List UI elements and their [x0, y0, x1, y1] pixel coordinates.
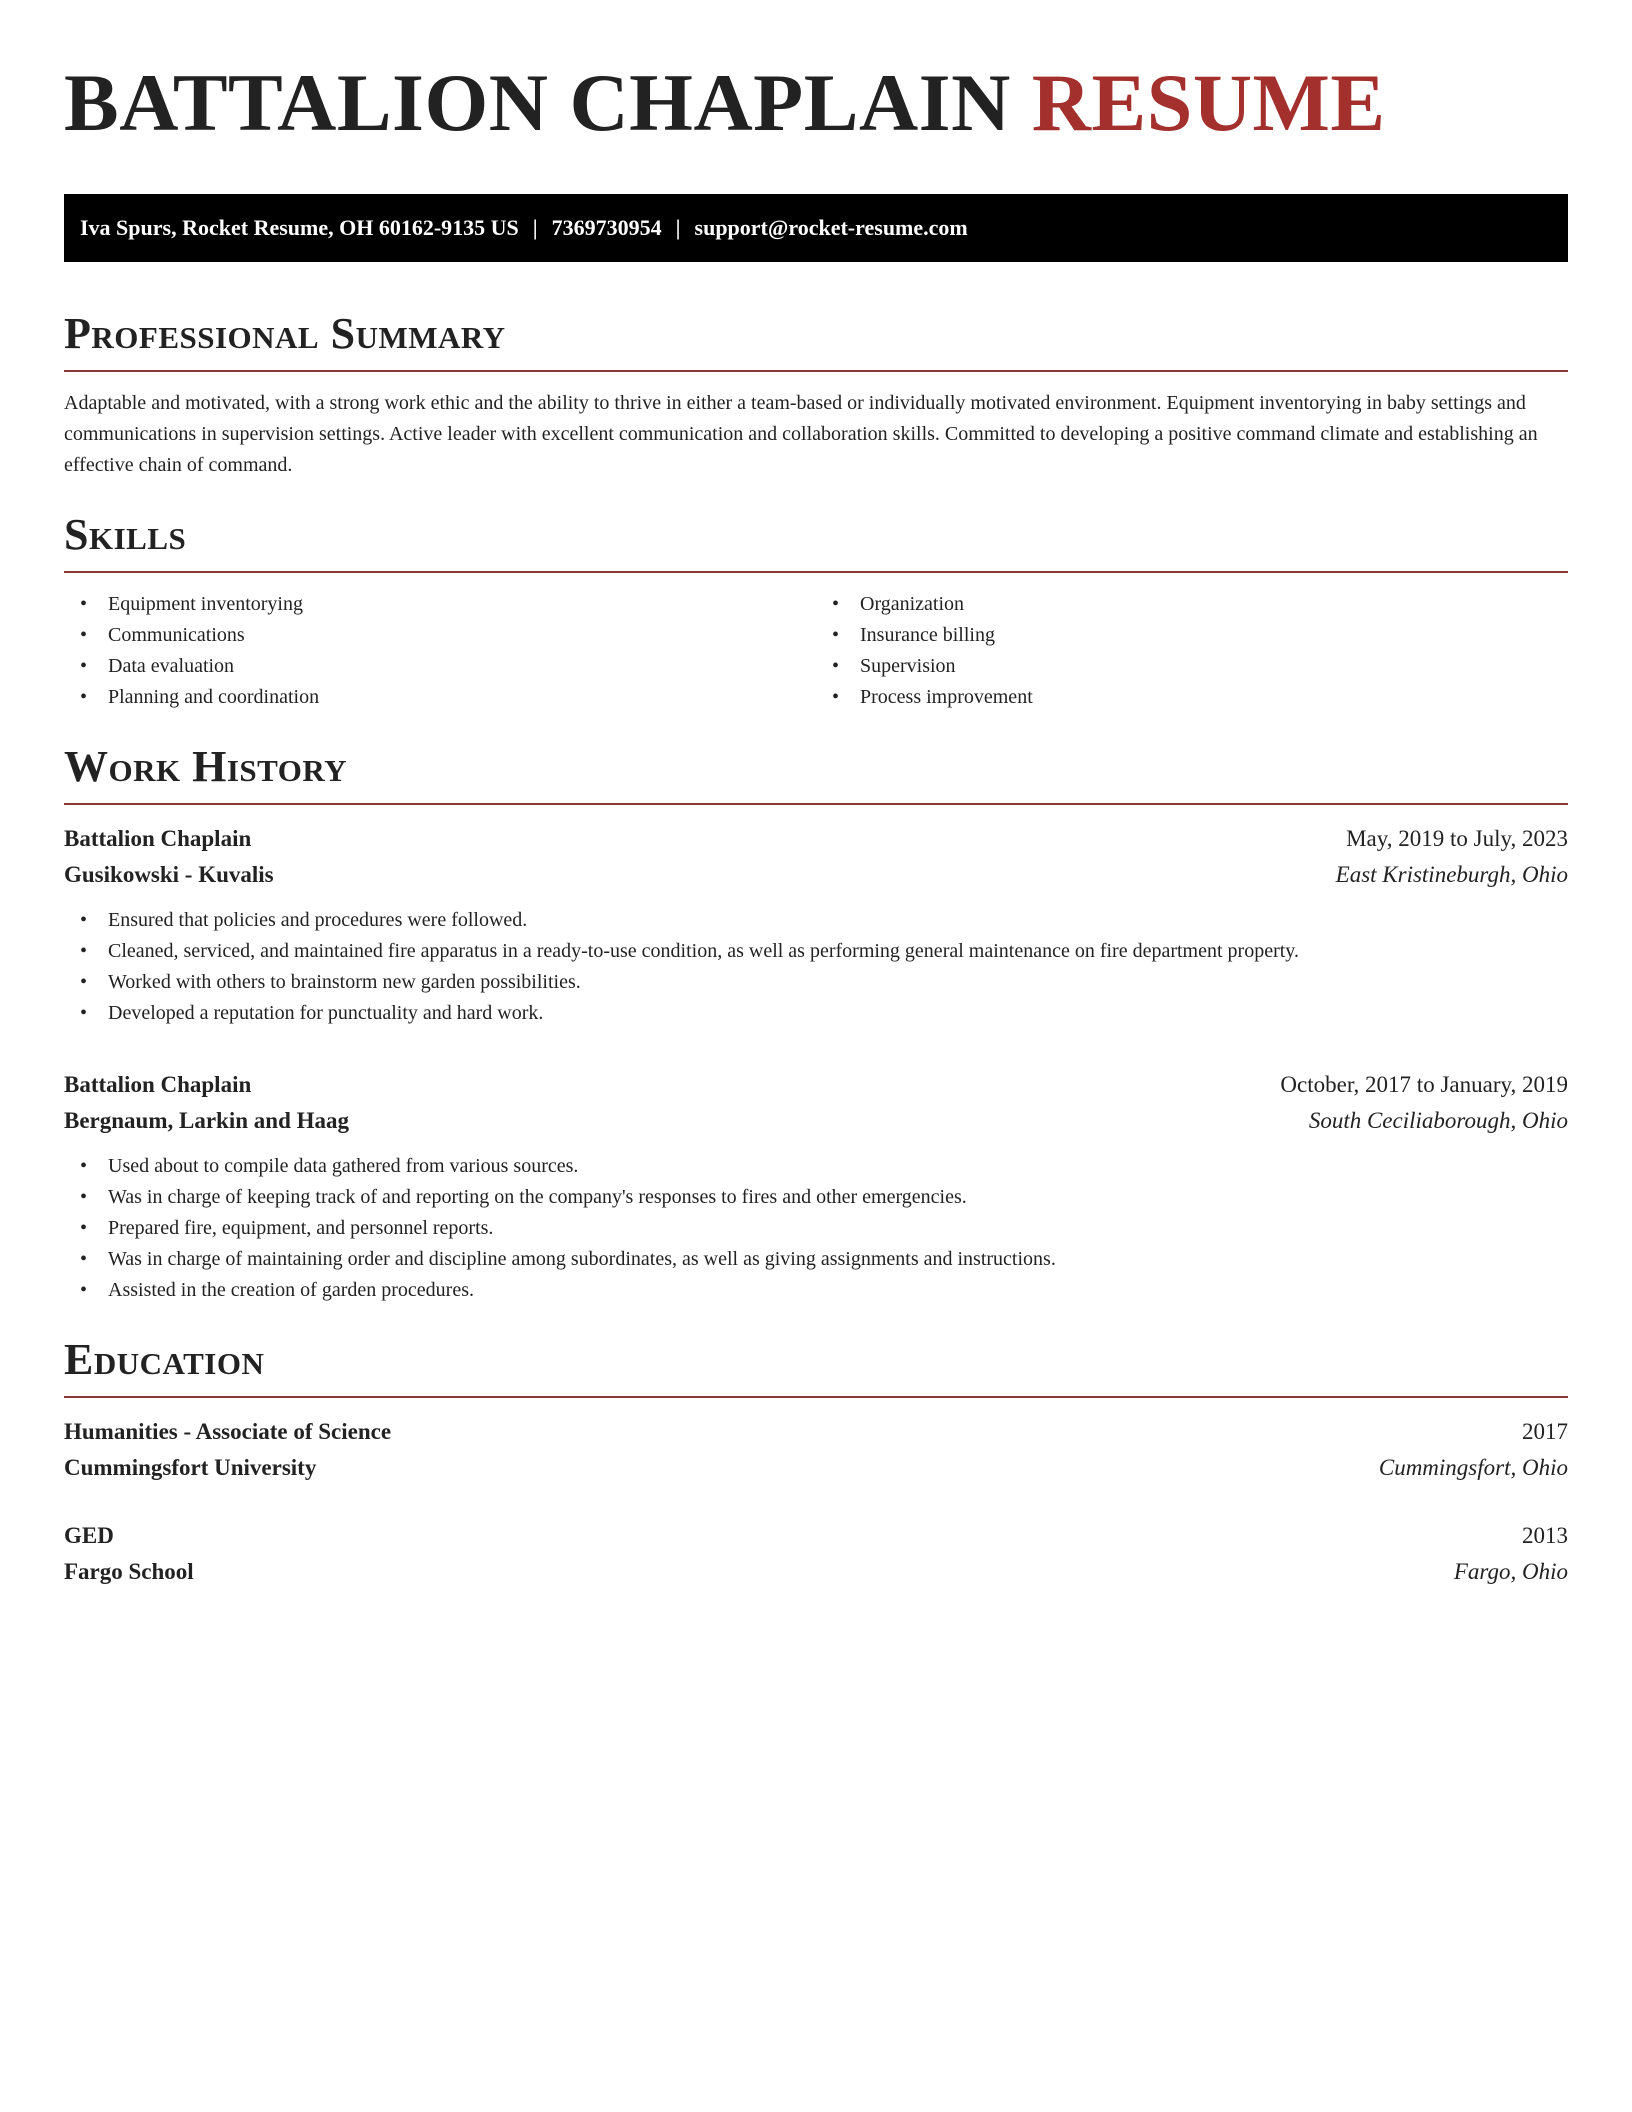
skill-item: • Data evaluation — [80, 651, 816, 682]
skills-section — [64, 507, 1568, 713]
contact-separator: | — [532, 215, 538, 240]
work-history-section — [64, 739, 1568, 1306]
job-bullet: • Prepared fire, equipment, and personnel reports. — [80, 1213, 1568, 1244]
job-title-row — [64, 1067, 1568, 1103]
education-school: Fargo School — [64, 1559, 194, 1584]
education-degree: GED — [64, 1523, 114, 1548]
job-company: Bergnaum, Larkin and Haag — [64, 1108, 349, 1133]
education-school-row — [64, 1554, 1568, 1590]
education-heading: Education — [64, 1335, 265, 1384]
summary-section — [64, 306, 1568, 481]
skill-item: • Insurance billing — [832, 620, 1568, 651]
job-bullet: • Was in charge of keeping track of and reporting on the company's responses to fires and other emergencies. — [80, 1182, 1568, 1213]
education-entry — [64, 1518, 1568, 1590]
title-main: BATTALION CHAPLAIN — [64, 57, 1011, 148]
job-location: South Ceciliaborough, Ohio — [1308, 1108, 1568, 1133]
job-bullet: • Used about to compile data gathered from various sources. — [80, 1151, 1568, 1182]
contact-separator: | — [675, 215, 681, 240]
contact-email: support@rocket-resume.com — [694, 215, 968, 240]
job-bullet: • Worked with others to brainstorm new garden possibilities. — [80, 967, 1568, 998]
title-accent: RESUME — [1031, 57, 1386, 148]
skill-item: • Communications — [80, 620, 816, 651]
skill-item: • Process improvement — [832, 682, 1568, 713]
job-location: East Kristineburgh, Ohio — [1335, 862, 1568, 887]
job-company-row — [64, 857, 1568, 893]
job-company: Gusikowski - Kuvalis — [64, 862, 274, 887]
job-dates: May, 2019 to July, 2023 — [1346, 826, 1568, 851]
education-location: Fargo, Ohio — [1453, 1559, 1568, 1584]
education-location: Cummingsfort, Ohio — [1378, 1455, 1568, 1480]
job-bullets — [64, 905, 1568, 1029]
skills-columns — [64, 589, 1568, 713]
education-degree-row — [64, 1414, 1568, 1450]
education-year: 2013 — [1522, 1523, 1568, 1548]
skills-column-right — [816, 589, 1568, 713]
education-degree: Humanities - Associate of Science — [64, 1419, 392, 1444]
spacer — [64, 1486, 1568, 1518]
job-title: Battalion Chaplain — [64, 826, 252, 851]
skill-item: • Planning and coordination — [80, 682, 816, 713]
contact-bar — [64, 194, 1568, 262]
job-bullet: • Developed a reputation for punctuality and hard work. — [80, 998, 1568, 1029]
education-year: 2017 — [1522, 1419, 1568, 1444]
job-entry — [64, 821, 1568, 1029]
education-degree-row — [64, 1518, 1568, 1554]
contact-address: Iva Spurs, Rocket Resume, OH 60162-9135 US — [80, 215, 519, 240]
job-bullets — [64, 1151, 1568, 1306]
skill-item: • Supervision — [832, 651, 1568, 682]
section-divider — [64, 803, 1568, 805]
summary-text: Adaptable and motivated, with a strong work ethic and the ability to thrive in either a team-based or individually motivated environment. Equipment inventorying in baby settings and communications in supervision settings. Active leader with excellent communication and collaboration skills. Committed to developing a positive command climate and establishing an effective chain of command. — [64, 392, 1538, 476]
education-entry — [64, 1414, 1568, 1486]
education-school: Cummingsfort University — [64, 1455, 317, 1480]
resume-title — [64, 44, 1568, 162]
skills-heading: Skills — [64, 510, 187, 559]
job-company-row — [64, 1103, 1568, 1139]
job-bullet: • Ensured that policies and procedures were followed. — [80, 905, 1568, 936]
summary-heading: Professional Summary — [64, 309, 506, 358]
education-section — [64, 1332, 1568, 1590]
spacer — [64, 1029, 1568, 1067]
job-bullet: • Was in charge of maintaining order and discipline among subordinates, as well as giving assignments and instructions. — [80, 1244, 1568, 1275]
work-history-heading: Work History — [64, 742, 348, 791]
section-divider — [64, 571, 1568, 573]
job-entry — [64, 1067, 1568, 1306]
job-title-row — [64, 821, 1568, 857]
skills-column-left — [64, 589, 816, 713]
contact-phone: 7369730954 — [551, 215, 662, 240]
section-divider — [64, 1396, 1568, 1398]
job-bullet: • Assisted in the creation of garden procedures. — [80, 1275, 1568, 1306]
job-bullet: • Cleaned, serviced, and maintained fire apparatus in a ready-to-use condition, as well as performing general maintenance on fire department property. — [80, 936, 1568, 967]
skill-item: • Organization — [832, 589, 1568, 620]
job-title: Battalion Chaplain — [64, 1072, 252, 1097]
section-divider — [64, 370, 1568, 372]
skill-item: • Equipment inventorying — [80, 589, 816, 620]
job-dates: October, 2017 to January, 2019 — [1280, 1072, 1568, 1097]
education-school-row — [64, 1450, 1568, 1486]
